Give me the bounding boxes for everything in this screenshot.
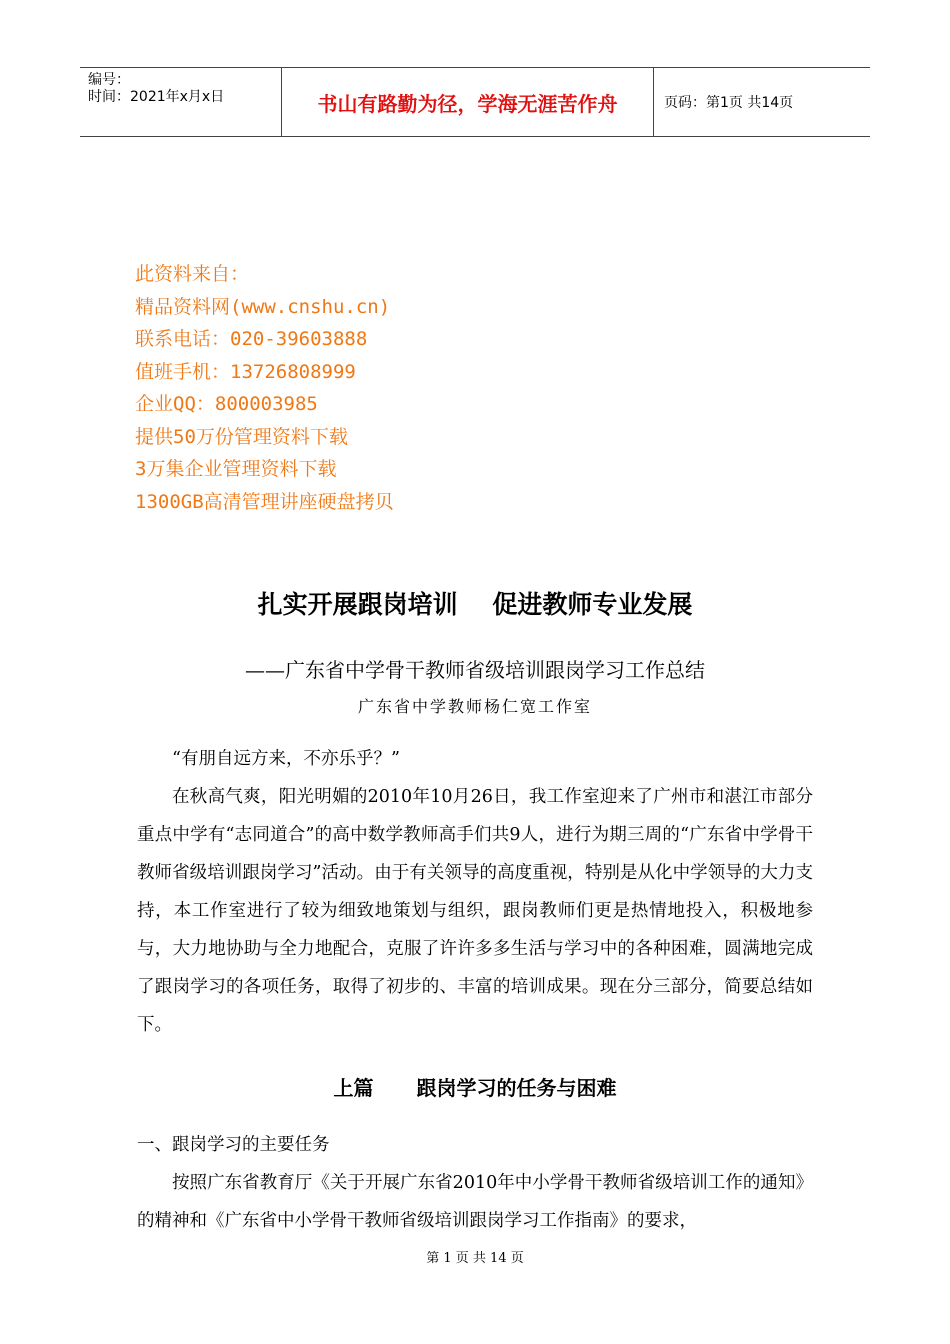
promo-line: 值班手机：13726808999 [135, 360, 356, 383]
promo-line: 3万集企业管理资料下载 [135, 458, 337, 480]
header-motto: 书山有路勤为径，学海无涯苦作舟 [281, 68, 654, 136]
subsection-heading: 一、跟岗学习的主要任务 [137, 1135, 330, 1155]
header-meta [80, 68, 281, 136]
section-title: 跟岗学习的任务与困难 [416, 1076, 617, 1100]
promo-line: 1300GB高清管理讲座硬盘拷贝 [135, 490, 394, 513]
quote-paragraph: “有朋自远方来，不亦乐乎？” [172, 749, 400, 769]
header-table [80, 67, 870, 137]
intro-paragraph: 在秋高气爽，阳光明媚的2010年10月26日，我工作室迎来了广州市和湛江市部分重点中学有“志同道合”的高中数学教师高手们共9人，进行为期三周的“广东省中学骨干教师省级培训跟岗学习”活动。由于有关领导的高度重视，特别是从化中学领导的大力支持，本工作室进行了较为细致地策划与组织，跟岗教师们更是热情地投入，积极地参与，大力地协助与全力地配合，克服了许许多多生活与学习中的各种困难，圆满地完成了跟岗学习的各项任务，取得了初步的、丰富的培训成果。现在分三部分，简要总结如下。 [137, 787, 813, 1035]
document-author: 广东省中学教师杨仁宽工作室 [357, 697, 592, 716]
promo-block [135, 258, 394, 518]
number-label: 编号： [88, 72, 130, 88]
section-paragraph: 按照广东省教育厅《关于开展广东省2010年中小学骨干教师省级培训工作的通知》的精神和《广东省中小学骨干教师省级培训跟岗学习工作指南》的要求， [137, 1173, 813, 1231]
section-part: 上篇 [333, 1076, 374, 1100]
section-body [137, 1126, 813, 1240]
promo-line: 企业QQ：800003985 [135, 393, 318, 415]
header-page-info: 页码：第1页 共14页 [664, 95, 794, 111]
intro-block [137, 740, 813, 1044]
promo-line: 提供50万份管理资料下载 [135, 425, 348, 448]
time-label: 时间：2021年x月x日 [88, 89, 225, 105]
promo-line: 此资料来自： [135, 263, 250, 285]
promo-line: 联系电话：020-39603888 [135, 328, 368, 350]
promo-line: 精品资料网(www.cnshu.cn) [135, 295, 391, 318]
document-subtitle: ——广东省中学骨干教师省级培训跟岗学习工作总结 [245, 658, 705, 682]
page-footer: 第 1 页 共 14 页 [426, 1251, 524, 1266]
document-title: 扎实开展跟岗培训 促进教师专业发展 [257, 590, 693, 619]
section-heading [0, 1072, 950, 1101]
